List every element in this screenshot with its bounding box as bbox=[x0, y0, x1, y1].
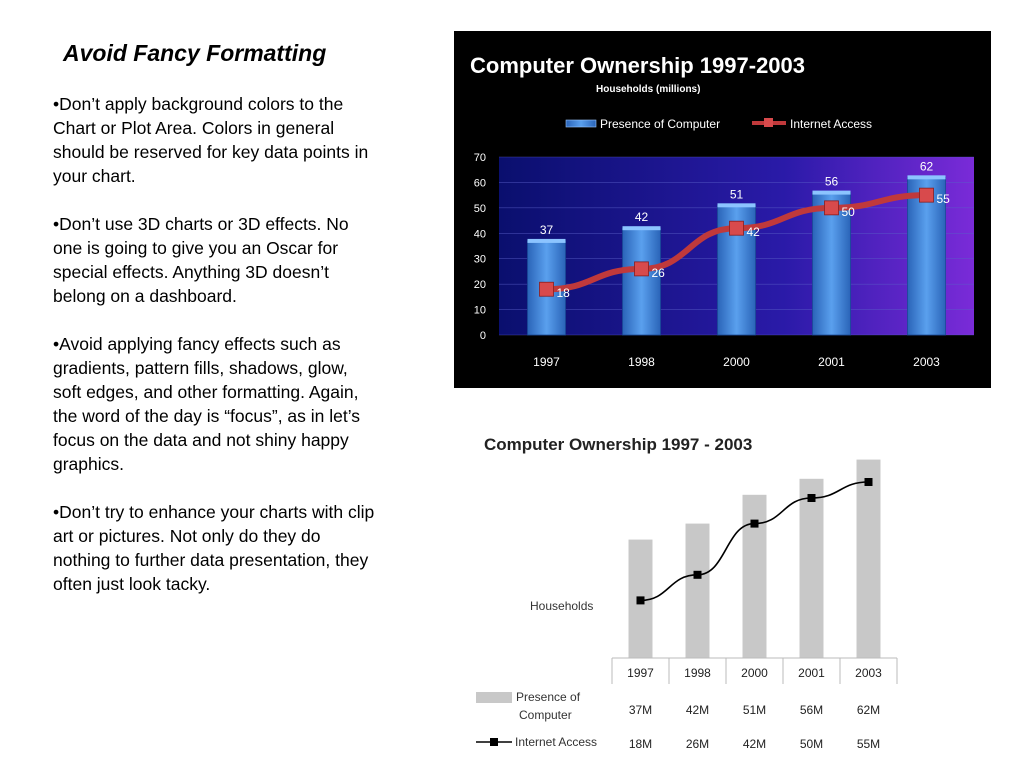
fancy-internet-marker bbox=[730, 221, 744, 235]
fancy-bar-top-2003 bbox=[908, 175, 946, 179]
fancy-bar-value-label: 62 bbox=[919, 159, 934, 174]
fancy-legend bbox=[566, 117, 872, 131]
plain-table-internet-cell: 26M bbox=[685, 737, 710, 751]
plain-table-internet-cell: 18M bbox=[628, 737, 653, 751]
bullet-background-colors: •Don’t apply background colors to the Chart or Plot Area. Colors in general should be reserved for key data points in your chart. bbox=[53, 94, 369, 186]
plain-table-internet-cell: 50M bbox=[799, 737, 824, 751]
fancy-internet-marker bbox=[540, 282, 554, 296]
plain-chart-ylabel: Households bbox=[530, 599, 594, 613]
fancy-bar-value-label: 51 bbox=[729, 187, 744, 202]
legend-swatch-internet-marker bbox=[764, 118, 773, 127]
fancy-bar-value-label: 42 bbox=[634, 210, 649, 225]
legend-swatch-internet-marker-plain bbox=[490, 738, 498, 746]
fancy-ytick-label: 70 bbox=[473, 152, 486, 164]
plain-table-computer-cell: 37M bbox=[628, 703, 653, 717]
plain-internet-marker bbox=[637, 596, 645, 604]
fancy-bar-value-label: 37 bbox=[539, 222, 554, 237]
slide-heading: Avoid Fancy Formatting bbox=[63, 40, 327, 66]
plain-xtick-label: 1998 bbox=[684, 666, 711, 680]
fancy-internet-value-label: 26 bbox=[651, 265, 665, 280]
fancy-bar-top-1997 bbox=[528, 239, 566, 243]
fancy-internet-marker bbox=[825, 201, 839, 215]
plain-internet-marker bbox=[694, 571, 702, 579]
bullet-3d-charts: •Don’t use 3D charts or 3D effects. No one is going to give you an Oscar for special effects. Anything 3D doesn’t belong on a dashboard. bbox=[53, 214, 349, 306]
plain-table-computer-cell: 51M bbox=[742, 703, 767, 717]
legend-swatch-computer-plain bbox=[476, 692, 512, 703]
fancy-internet-value-label: 55 bbox=[936, 192, 950, 207]
fancy-internet-value-label: 18 bbox=[556, 286, 570, 301]
plain-chart-title: Computer Ownership 1997 - 2003 bbox=[484, 435, 753, 454]
legend-label-computer-plain: Presence of Computer bbox=[516, 690, 581, 722]
fancy-ytick-label: 60 bbox=[473, 177, 486, 190]
fancy-chart bbox=[454, 31, 991, 388]
legend-label-computer: Presence of Computer bbox=[600, 117, 721, 131]
bullet-fancy-effects: •Avoid applying fancy effects such as gradients, pattern fills, shadows, glow, soft edges, and other formatting. Again, the word of the day is “focus”, as in let’s focus on the data and not shiny happy graphics. bbox=[53, 334, 361, 474]
plain-table-computer-cell: 42M bbox=[685, 703, 710, 717]
fancy-bar-top-2001 bbox=[813, 191, 851, 195]
fancy-xtick-label: 2001 bbox=[818, 355, 845, 369]
fancy-ytick-label: 10 bbox=[473, 304, 486, 317]
fancy-internet-marker bbox=[635, 262, 649, 276]
plain-bar-2000 bbox=[743, 495, 767, 658]
plain-bar-1998 bbox=[686, 524, 710, 658]
plain-internet-marker bbox=[865, 478, 873, 486]
bullet-clip-art: •Don’t try to enhance your charts with clip art or pictures. Not only do they do nothing to further data presentation, they often just look tacky. bbox=[53, 502, 375, 594]
plain-table-computer-cell: 62M bbox=[856, 703, 881, 717]
plain-chart bbox=[472, 428, 912, 758]
fancy-chart-subtitle: Households (millions) bbox=[596, 84, 701, 95]
plain-xtick-label: 2000 bbox=[741, 666, 768, 680]
plain-xtick-label: 1997 bbox=[627, 666, 654, 680]
legend-label-internet: Internet Access bbox=[790, 117, 873, 131]
plain-table-internet-cell: 42M bbox=[742, 737, 767, 751]
plain-legend-computer bbox=[476, 690, 583, 722]
plain-internet-marker bbox=[808, 494, 816, 502]
plain-xtick-label: 2003 bbox=[855, 666, 882, 680]
fancy-xtick-label: 1997 bbox=[533, 355, 560, 369]
fancy-ytick-label: 0 bbox=[479, 330, 486, 342]
plain-bar-2001 bbox=[800, 479, 824, 658]
fancy-bar-top-2000 bbox=[718, 203, 756, 207]
plain-legend-internet bbox=[476, 735, 597, 749]
fancy-xtick-label: 1998 bbox=[628, 355, 655, 369]
fancy-internet-marker bbox=[920, 188, 934, 202]
fancy-internet-value-label: 50 bbox=[841, 204, 855, 219]
fancy-xtick-label: 2000 bbox=[723, 355, 750, 369]
fancy-bar-value-label: 56 bbox=[824, 174, 839, 189]
fancy-xtick-label: 2003 bbox=[913, 355, 940, 369]
fancy-ytick-label: 40 bbox=[473, 228, 486, 241]
fancy-chart-title: Computer Ownership 1997-2003 bbox=[470, 53, 806, 78]
fancy-bar-top-1998 bbox=[623, 226, 661, 230]
fancy-internet-value-label: 42 bbox=[746, 225, 760, 240]
fancy-ytick-label: 20 bbox=[473, 279, 486, 292]
fancy-ytick-label: 50 bbox=[473, 202, 486, 215]
plain-table-internet-cell: 55M bbox=[856, 737, 881, 751]
plain-xtick-label: 2001 bbox=[798, 666, 825, 680]
fancy-ytick-label: 30 bbox=[473, 253, 486, 266]
plain-bar-2003 bbox=[857, 460, 881, 658]
plain-internet-marker bbox=[751, 520, 759, 528]
bullet-list bbox=[53, 92, 375, 620]
legend-swatch-computer bbox=[566, 120, 596, 127]
legend-label-internet-plain: Internet Access bbox=[515, 735, 598, 749]
plain-table-computer-cell: 56M bbox=[799, 703, 824, 717]
fancy-bar-1998 bbox=[623, 228, 661, 335]
